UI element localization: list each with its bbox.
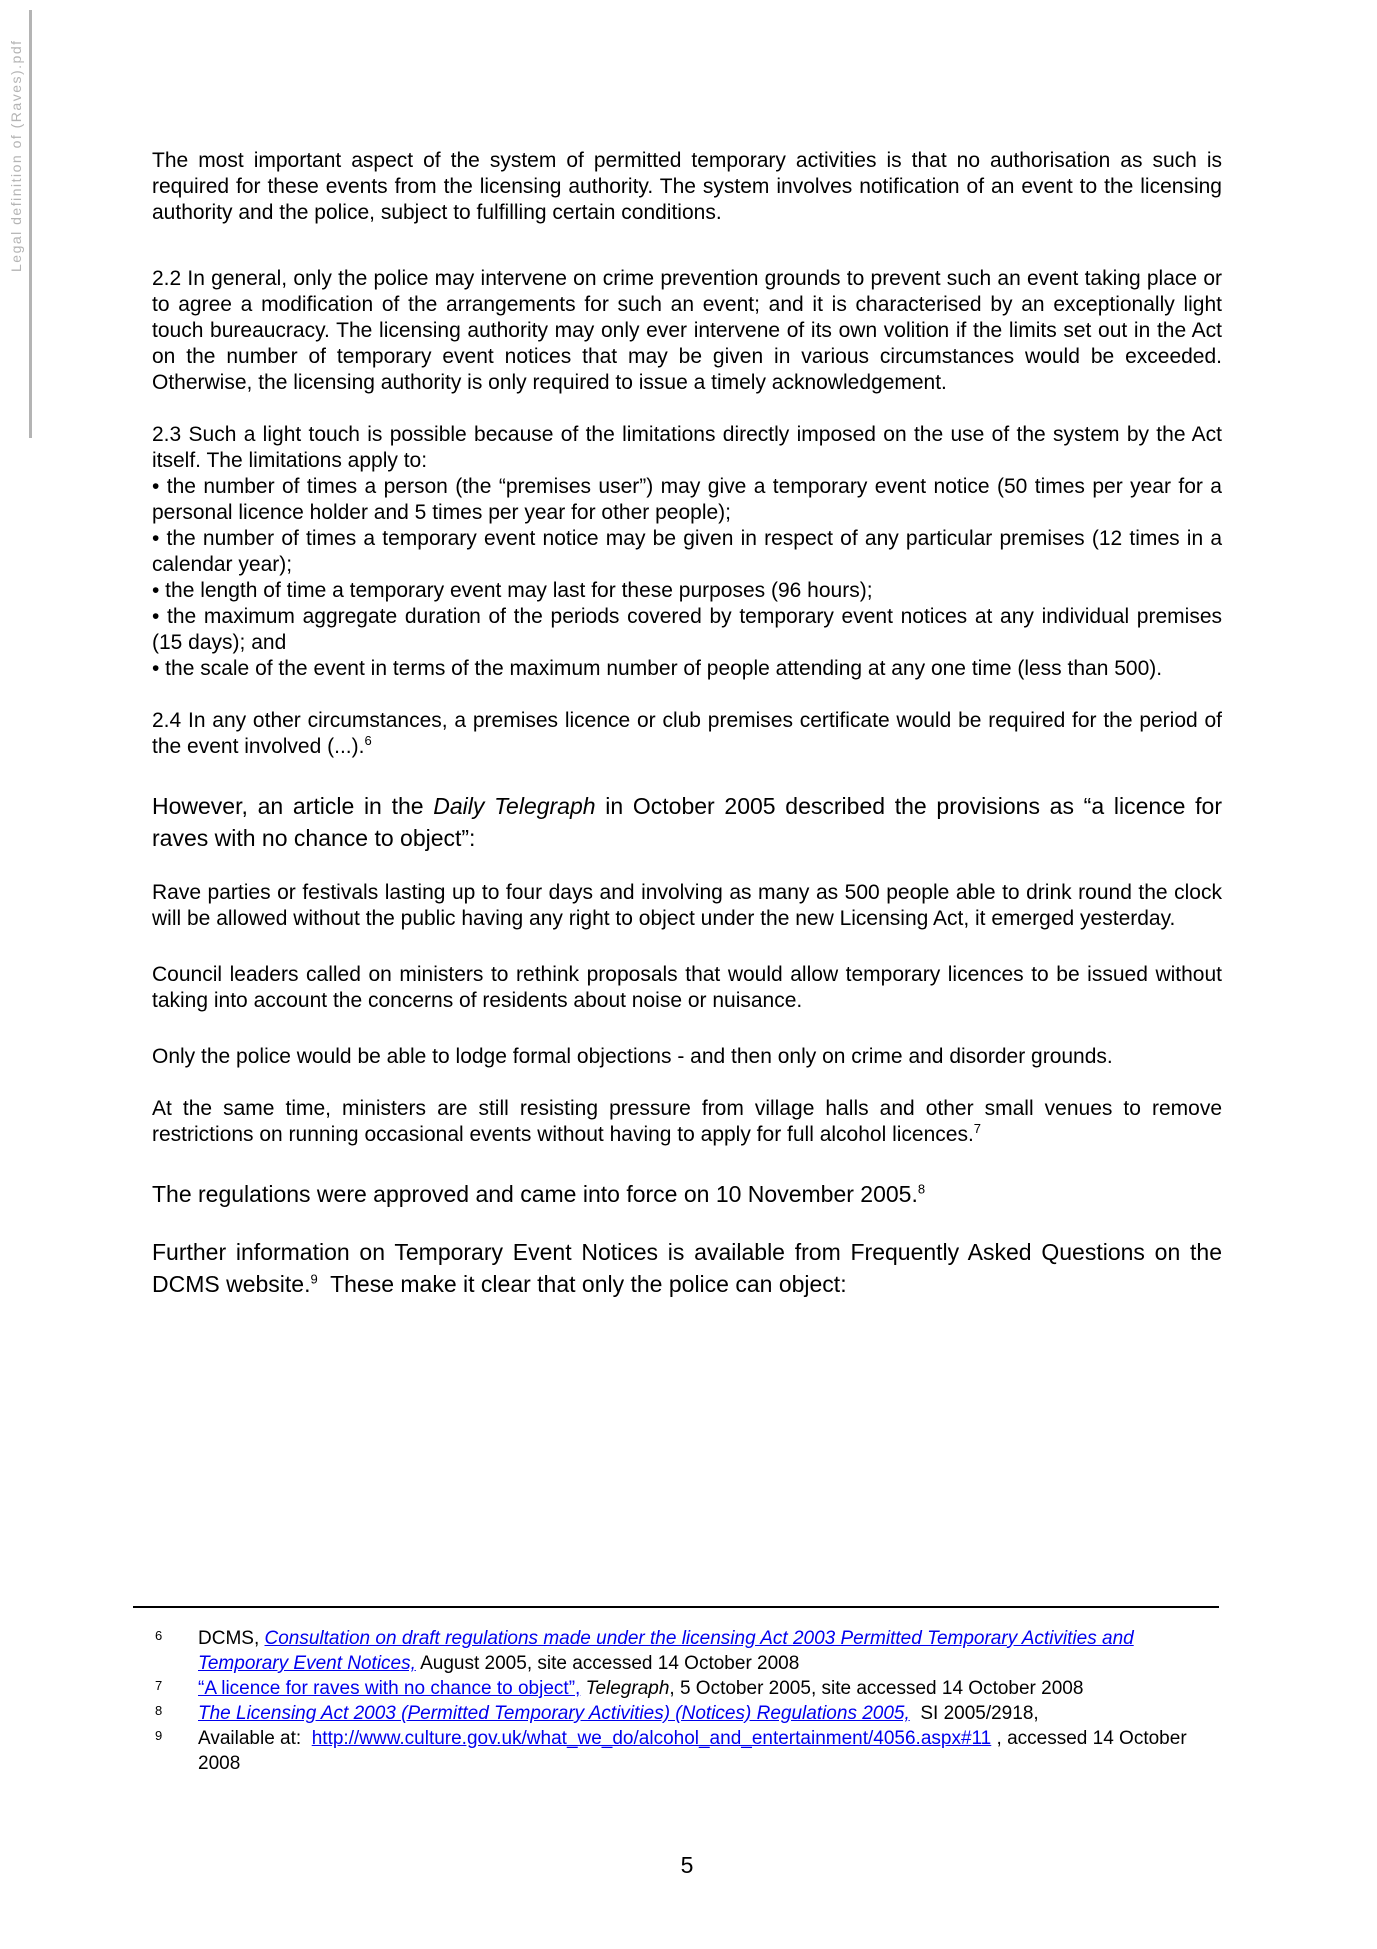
- body-paragraph-further-information: [152, 1236, 1222, 1300]
- document-body: [152, 148, 1222, 1300]
- footnote-ref-9: 9: [310, 1271, 318, 1287]
- vertical-divider-line: [29, 10, 32, 438]
- footnote-8-number: 8: [155, 1703, 163, 1718]
- footnote-9-lead: Available at:: [198, 1728, 312, 1749]
- footnote-6-link[interactable]: Consultation on draft regulations made under the licensing Act 2003 Permitted Temporary Activities and Temporary Event Notices,: [198, 1628, 1134, 1674]
- bullet-item-premises-user: • the number of times a person (the “premises user”) may give a temporary event notice (50 times per year for a personal licence holder and 5 times per year for other people);: [152, 475, 1222, 524]
- page-number: 5: [680, 1852, 694, 1878]
- at-same-time-text: At the same time, ministers are still resisting pressure from village halls and other small venues to remove restrictions on running occasional events without having to apply for full alcohol licences.: [152, 1097, 1222, 1146]
- quote-paragraph-rave-parties: Rave parties or festivals lasting up to four days and involving as many as 500 people able to drink round the clock will be allowed without the public having any right to object under the new Licensing Act, it emerged yesterday.: [152, 881, 1222, 930]
- bullet-item-aggregate-duration: • the maximum aggregate duration of the periods covered by temporary event notices at any individual premises (15 days); and: [152, 605, 1222, 654]
- body-paragraph-however: [152, 790, 1222, 854]
- bullet-item-particular-premises: • the number of times a temporary event notice may be given in respect of any particular premises (12 times in a calendar year);: [152, 527, 1222, 576]
- document-filename-vertical: Legal definition of (Raves).pdf: [8, 39, 24, 272]
- footnote-6-number: 6: [155, 1628, 163, 1643]
- footnote-8-tail: SI 2005/2918,: [909, 1703, 1039, 1724]
- further-text-post: These make it clear that only the police can object:: [317, 1271, 847, 1297]
- footnote-8: [133, 1701, 1219, 1726]
- bullet-item-scale-of-event: • the scale of the event in terms of the maximum number of people attending at any one time (less than 500).: [152, 657, 1163, 680]
- quote-paragraph-intro: The most important aspect of the system of permitted temporary activities is that no authorisation as such is required for these events from the licensing authority. The system involves notification of an event to the licensing authority and the police, subject to fulfilling certain conditions.: [152, 149, 1222, 224]
- footnote-ref-6: 6: [364, 733, 372, 748]
- quote-paragraph-2-4: [152, 708, 1222, 760]
- footnote-9-link[interactable]: http://www.culture.gov.uk/what_we_do/alcohol_and_entertainment/4056.aspx#11: [311, 1728, 992, 1749]
- however-text-post: in October 2005 described the provisions as “a licence for raves with no chance to object”:: [152, 793, 1222, 851]
- bullet-item-length-of-time: • the length of time a temporary event may last for these purposes (96 hours);: [152, 579, 873, 602]
- footnote-7-tail: , 5 October 2005, site accessed 14 October 2008: [669, 1678, 1084, 1699]
- footnote-separator-rule: [133, 1606, 1219, 1608]
- daily-telegraph-italic: Daily Telegraph: [433, 793, 596, 819]
- footnote-ref-7: 7: [973, 1121, 982, 1136]
- footnotes-section: [133, 1606, 1219, 1776]
- footnote-8-link[interactable]: The Licensing Act 2003 (Permitted Temporary Activities) (Notices) Regulations 2005,: [198, 1703, 910, 1724]
- quote-paragraph-council-leaders: Council leaders called on ministers to rethink proposals that would allow temporary licences to be issued without taking into account the concerns of residents about noise or nuisance.: [152, 963, 1222, 1012]
- footnote-ref-8: 8: [917, 1181, 926, 1197]
- quote-paragraph-2-2: 2.2 In general, only the police may intervene on crime prevention grounds to prevent such an event taking place or to agree a modification of the arrangements for such an event; and it is characterised by an exceptionally light touch bureaucracy. The licensing authority may only ever intervene of its own volition if the limits set out in the Act on the number of temporary event notices that may be given in various circumstances would be exceeded. Otherwise, the licensing authority is only required to issue a timely acknowledgement.: [152, 267, 1222, 394]
- footnote-6-tail: August 2005, site accessed 14 October 2008: [415, 1653, 800, 1674]
- however-text-pre: However, an article in the: [152, 793, 434, 819]
- quote-paragraph-2-3: 2.3 Such a light touch is possible because of the limitations directly imposed on the use of the system by the Act itself. The limitations apply to:: [152, 423, 1222, 472]
- footnote-7-number: 7: [155, 1678, 163, 1693]
- quote-paragraph-at-same-time: [152, 1096, 1222, 1148]
- footnote-6: [133, 1626, 1219, 1676]
- body-paragraph-regulations: [152, 1178, 1222, 1210]
- footnote-7-link[interactable]: “A licence for raves with no chance to object”,: [198, 1678, 581, 1699]
- footnote-7: [133, 1676, 1219, 1701]
- footnote-9-tail: , accessed 14 October 2008: [198, 1728, 1187, 1774]
- footnote-9-number: 9: [155, 1728, 163, 1743]
- footnote-6-lead: DCMS,: [198, 1628, 265, 1649]
- further-text-pre: Further information on Temporary Event Notices is available from Frequently Asked Questions on the DCMS website.: [152, 1239, 1222, 1297]
- quote-paragraph-only-police: Only the police would be able to lodge formal objections - and then only on crime and disorder grounds.: [152, 1045, 1113, 1068]
- quote-2-4-text: 2.4 In any other circumstances, a premises licence or club premises certificate would be required for the period of the event involved (...).: [152, 709, 1222, 758]
- footnote-7-telegraph-italic: Telegraph: [585, 1678, 670, 1699]
- footnote-9: [133, 1726, 1219, 1776]
- regulations-text: The regulations were approved and came into force on 10 November 2005.: [152, 1181, 918, 1207]
